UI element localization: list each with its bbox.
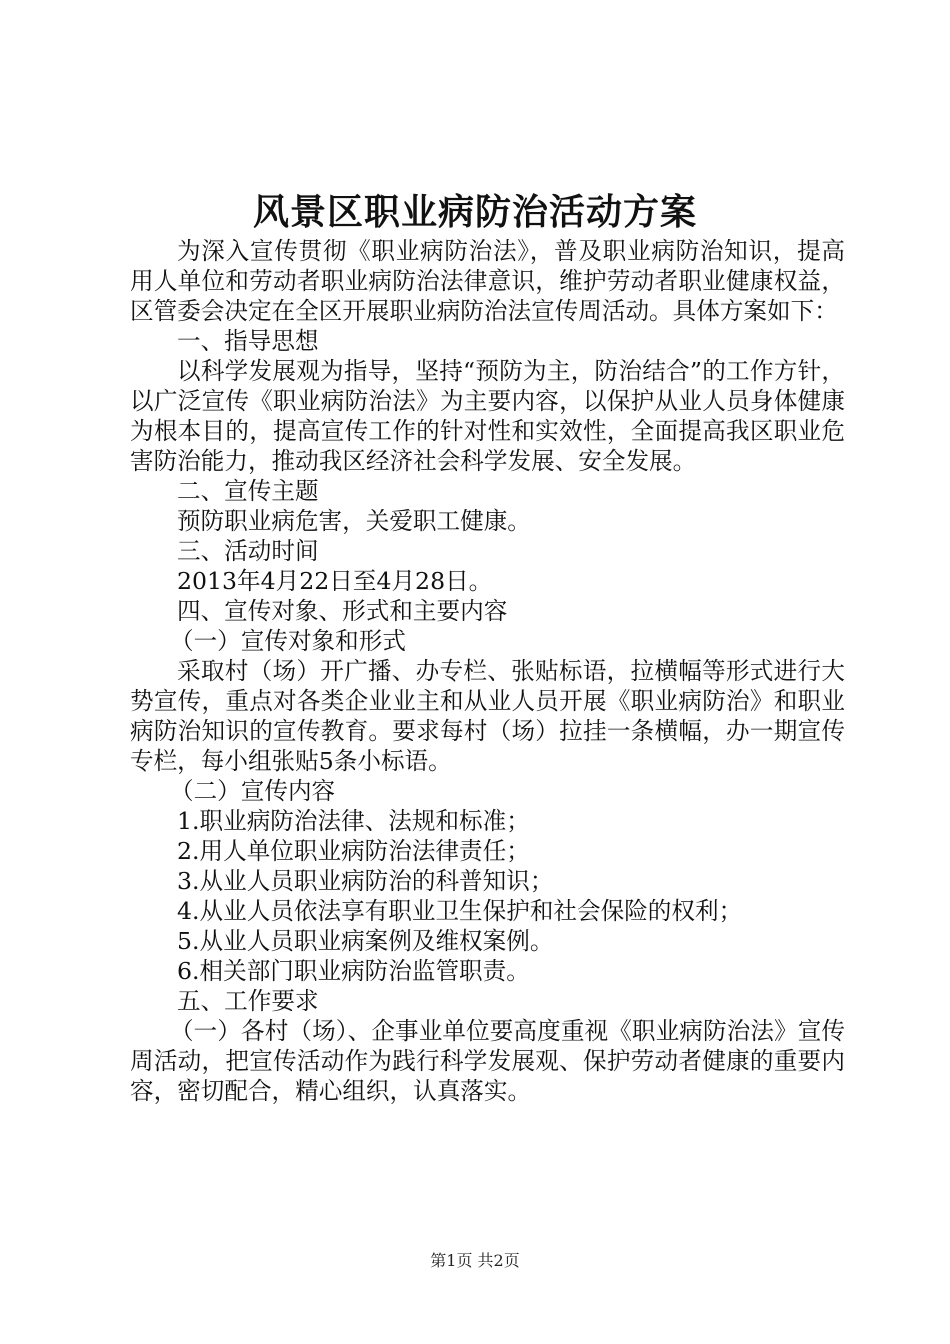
paragraph: 三、活动时间 bbox=[177, 537, 319, 565]
paragraph: 4.从业人员依法享有职业卫生保护和社会保险的权利； bbox=[177, 897, 743, 925]
paragraph: 采取村（场）开广播、办专栏、张贴标语，拉横幅等形式进行大势宣传，重点对各类企业业主和从业人员开展《职业病防治》和职业病防治知识的宣传教育。要求每村（场）拉挂一条横幅，办一期宣传专栏，每小组张贴5条小标语。 bbox=[130, 657, 845, 775]
paragraph: 四、宣传对象、形式和主要内容 bbox=[177, 597, 508, 625]
paragraph: （二）宣传内容 bbox=[170, 777, 336, 805]
paragraph: 6.相关部门职业病防治监管职责。 bbox=[177, 957, 530, 985]
paragraph: 3.从业人员职业病防治的科普知识； bbox=[177, 867, 554, 895]
paragraph: 五、工作要求 bbox=[177, 987, 319, 1015]
paragraph: 5.从业人员职业病案例及维权案例。 bbox=[177, 927, 554, 955]
paragraph: 预防职业病危害，关爱职工健康。 bbox=[177, 507, 531, 535]
paragraph: 为深入宣传贯彻《职业病防治法》，普及职业病防治知识，提高用人单位和劳动者职业病防治法律意识，维护劳动者职业健康权益，区管委会决定在全区开展职业病防治法宣传周活动。具体方案如下： bbox=[130, 237, 845, 325]
document-body bbox=[130, 236, 845, 1106]
paragraph: 一、指导思想 bbox=[177, 327, 319, 355]
paragraph: （一）各村（场）、企事业单位要高度重视《职业病防治法》宣传周活动，把宣传活动作为践行科学发展观、保护劳动者健康的重要内容，密切配合，精心组织，认真落实。 bbox=[130, 1017, 845, 1105]
document-title: 风景区职业病防治活动方案 bbox=[252, 191, 697, 233]
paragraph: 2013年4月22日至4月28日。 bbox=[177, 567, 493, 595]
paragraph: 2.用人单位职业病防治法律责任； bbox=[177, 837, 530, 865]
paragraph: 以科学发展观为指导，坚持“预防为主，防治结合”的工作方针，以广泛宣传《职业病防治法》为主要内容，以保护从业人员身体健康为根本目的，提高宣传工作的针对性和实效性，全面提高我区职业危害防治能力，推动我区经济社会科学发展、安全发展。 bbox=[130, 357, 845, 475]
paragraph: 1.职业病防治法律、法规和标准； bbox=[177, 807, 530, 835]
paragraph: （一）宣传对象和形式 bbox=[170, 627, 406, 655]
page-footer: 第1页 共2页 bbox=[430, 1251, 520, 1270]
paragraph: 二、宣传主题 bbox=[177, 477, 319, 505]
